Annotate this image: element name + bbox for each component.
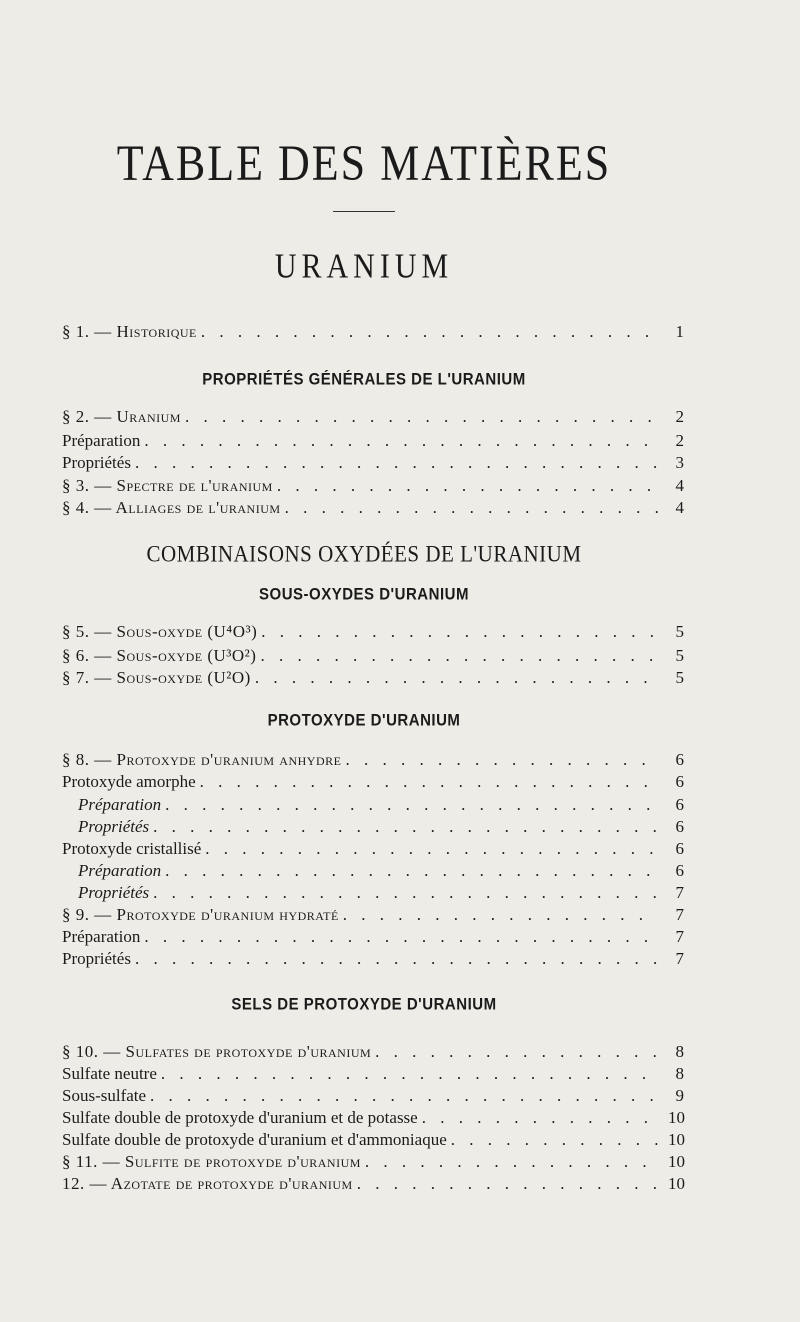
section-heading: PROPRIÉTÉS GÉNÉRALES DE L'URANIUM	[202, 370, 526, 389]
toc-entry	[62, 881, 684, 905]
leader-dots	[146, 1084, 658, 1108]
leader-dots	[353, 1172, 658, 1196]
entry-label: Protoxyde amorphe	[62, 772, 196, 791]
page-number: 5	[675, 646, 684, 665]
subsection-heading: PROTOXYDE D'URANIUM	[267, 711, 461, 730]
entry-label: Sulfate neutre	[62, 1064, 157, 1083]
entry-label: Sulfate double de protoxyde d'uranium et de potasse	[62, 1108, 418, 1127]
entry-label: Propriétés	[78, 817, 150, 836]
toc-entry	[62, 793, 684, 817]
leader-dots	[201, 837, 658, 861]
page-number: 1	[675, 322, 684, 341]
entry-label: § 5. — Sous-oxyde (U⁴O³)	[62, 622, 258, 641]
page-number: 6	[675, 795, 684, 814]
entry-label: § 2. — Uranium	[62, 407, 181, 426]
page-number: 9	[675, 1086, 684, 1105]
leader-dots	[196, 770, 658, 794]
page-number: 6	[675, 817, 684, 836]
leader-dots	[251, 666, 658, 690]
entry-label: § 9. — Protoxyde d'uranium hydraté	[62, 905, 339, 924]
leader-dots	[181, 405, 658, 429]
entry-label: § 1. — Historique	[62, 322, 197, 341]
toc-entry	[62, 903, 684, 927]
page-title: TABLE DES MATIÈRES	[116, 135, 612, 192]
toc-entry	[62, 429, 684, 453]
section-heading: COMBINAISONS OXYDÉES DE L'URANIUM	[146, 540, 582, 568]
leader-dots	[157, 1062, 658, 1086]
entry-label: § 4. — Alliages de l'uranium	[62, 498, 281, 517]
page-number: 10	[668, 1152, 685, 1171]
entry-label: § 11. — Sulfite de protoxyde d'uranium	[62, 1152, 361, 1171]
subsection-heading: SOUS-OXYDES D'URANIUM	[259, 585, 469, 604]
page-number: 8	[675, 1042, 684, 1061]
entry-label: Préparation	[62, 927, 141, 946]
toc-entry	[62, 815, 684, 839]
leader-dots	[371, 1040, 658, 1064]
page-number: 2	[675, 407, 684, 426]
entry-label: Préparation	[78, 795, 162, 814]
page-number: 7	[675, 905, 684, 924]
page-number: 8	[675, 1064, 684, 1083]
toc-entry	[62, 1150, 684, 1174]
page-number: 7	[675, 927, 684, 946]
toc-entry	[62, 1084, 684, 1108]
page-number: 5	[675, 622, 684, 641]
leader-dots	[161, 859, 658, 883]
page-number: 6	[675, 839, 684, 858]
toc-entry	[62, 1106, 684, 1130]
toc-entry	[62, 748, 684, 772]
toc-entry	[62, 925, 684, 949]
leader-dots	[281, 496, 658, 520]
toc-entry	[62, 451, 684, 475]
toc-entry	[62, 320, 684, 344]
entry-label: Sulfate double de protoxyde d'uranium et d'ammoniaque	[62, 1130, 447, 1149]
page-number: 7	[675, 949, 684, 968]
entry-label: Propriétés	[62, 949, 131, 968]
toc-entry	[62, 1062, 684, 1086]
title-rule	[333, 211, 395, 212]
leader-dots	[339, 903, 658, 927]
page-number: 6	[675, 750, 684, 769]
leader-dots	[361, 1150, 658, 1174]
entry-label: § 10. — Sulfates de protoxyde d'uranium	[62, 1042, 372, 1061]
entry-label: Préparation	[62, 431, 141, 450]
subsection-heading: SELS DE PROTOXYDE D'URANIUM	[231, 995, 497, 1014]
entry-label: Préparation	[78, 861, 162, 880]
toc-entry	[62, 666, 684, 690]
leader-dots	[149, 815, 658, 839]
leader-dots	[149, 881, 658, 905]
toc-entry	[62, 405, 684, 429]
leader-dots	[140, 429, 658, 453]
entry-label: § 6. — Sous-oxyde (U³O²)	[62, 646, 257, 665]
page-number: 6	[675, 861, 684, 880]
page-number: 5	[675, 668, 684, 687]
toc-entry	[62, 770, 684, 794]
page-number: 7	[675, 883, 684, 902]
page-number: 10	[668, 1174, 685, 1193]
entry-label: Propriétés	[62, 453, 131, 472]
leader-dots	[256, 644, 658, 668]
leader-dots	[418, 1106, 658, 1130]
toc-entry	[62, 496, 684, 520]
page-number: 3	[675, 453, 684, 472]
entry-label: § 3. — Spectre de l'uranium	[62, 476, 273, 495]
leader-dots	[447, 1128, 658, 1152]
toc-entry	[62, 474, 684, 498]
subject-heading: URANIUM	[274, 247, 454, 286]
toc-entry	[62, 859, 684, 883]
toc-entry	[62, 947, 684, 971]
leader-dots	[273, 474, 658, 498]
toc-entry	[62, 1128, 684, 1152]
leader-dots	[161, 793, 658, 817]
page-number: 4	[675, 498, 684, 517]
leader-dots	[257, 620, 658, 644]
leader-dots	[341, 748, 658, 772]
toc-entry	[62, 644, 684, 668]
entry-label: § 7. — Sous-oxyde (U²O)	[62, 668, 251, 687]
page-number: 10	[668, 1130, 685, 1149]
toc-entry	[62, 1040, 684, 1064]
toc-entry	[62, 837, 684, 861]
entry-label: Sous-sulfate	[62, 1086, 147, 1105]
leader-dots	[140, 925, 658, 949]
entry-label: § 8. — Protoxyde d'uranium anhydre	[62, 750, 342, 769]
toc-entry	[62, 1172, 684, 1196]
entry-label: 12. — Azotate de protoxyde d'uranium	[62, 1174, 353, 1193]
toc-entry	[62, 620, 684, 644]
page-number: 2	[675, 431, 684, 450]
page-number: 6	[675, 772, 684, 791]
leader-dots	[131, 947, 658, 971]
page-number: 10	[668, 1108, 685, 1127]
entry-label: Protoxyde cristallisé	[62, 839, 202, 858]
leader-dots	[131, 451, 658, 475]
page-number: 4	[675, 476, 684, 495]
entry-label: Propriétés	[78, 883, 150, 902]
leader-dots	[197, 320, 658, 344]
